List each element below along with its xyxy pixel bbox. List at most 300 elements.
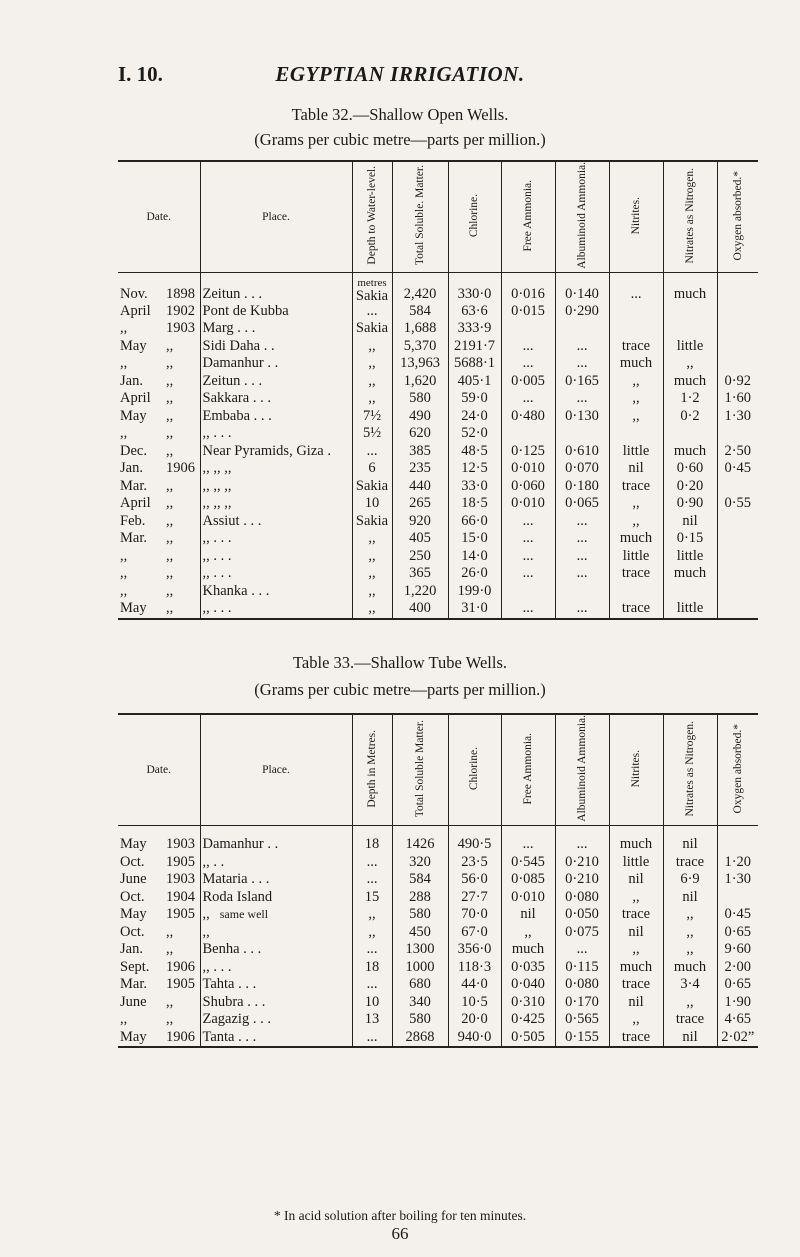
month: May xyxy=(120,337,147,354)
cell-value: much xyxy=(619,355,653,372)
page-number: 66 xyxy=(391,1224,409,1243)
table-row xyxy=(118,1011,758,1029)
cell-value: 365 xyxy=(409,565,431,582)
month: Dec. xyxy=(120,442,147,459)
column-header xyxy=(352,161,392,272)
cell-value: trace xyxy=(621,906,651,923)
value-cell xyxy=(352,600,392,619)
cell-value: ... xyxy=(576,565,588,582)
cell-value: 0·90 xyxy=(676,495,704,512)
value-cell xyxy=(392,460,448,478)
cell-value: 330·0 xyxy=(457,285,492,302)
section-number: I. 10. xyxy=(118,62,163,86)
month: Mar. xyxy=(120,530,147,547)
cell-value: 70·0 xyxy=(461,906,488,923)
value-cell xyxy=(501,1011,555,1029)
value-cell xyxy=(555,408,609,426)
value-cell xyxy=(609,825,663,854)
place-cell xyxy=(200,495,352,513)
value-cell xyxy=(501,338,555,356)
cell-value: 0·035 xyxy=(511,958,545,975)
cell-value: 4·65 xyxy=(724,1011,752,1028)
value-cell xyxy=(555,924,609,942)
value-cell xyxy=(392,443,448,461)
month: May xyxy=(120,407,147,424)
cell-value: 0·545 xyxy=(511,853,545,870)
place-cell xyxy=(200,478,352,496)
table-row xyxy=(118,495,758,513)
column-header-label: Depth to Water-level. xyxy=(365,166,378,265)
cell-value: 12·5 xyxy=(461,460,488,477)
date-cell xyxy=(118,889,200,907)
cell-value: much xyxy=(619,530,653,547)
value-cell xyxy=(555,390,609,408)
value-cell xyxy=(663,889,717,907)
year: ,, xyxy=(166,372,174,389)
value-cell xyxy=(717,390,758,408)
place: ,, . . . xyxy=(202,565,232,582)
value-cell xyxy=(392,355,448,373)
cell-value: 0·065 xyxy=(565,495,599,512)
column-header xyxy=(118,161,200,272)
value-cell xyxy=(501,478,555,496)
date-cell xyxy=(118,478,200,496)
date xyxy=(120,408,198,426)
value-cell xyxy=(501,408,555,426)
value-cell xyxy=(392,320,448,338)
cell-value: 1·30 xyxy=(724,407,752,424)
cell-value: 0·290 xyxy=(565,302,599,319)
unit-note: metres xyxy=(357,276,387,289)
value-cell xyxy=(609,425,663,443)
value-cell xyxy=(717,600,758,619)
value-cell xyxy=(663,530,717,548)
value-cell xyxy=(609,390,663,408)
cell-value: much xyxy=(673,442,707,459)
value-cell xyxy=(352,443,392,461)
value-cell xyxy=(392,959,448,977)
value-cell xyxy=(717,583,758,601)
value-cell xyxy=(352,1011,392,1029)
cell-value: 44·0 xyxy=(461,976,488,993)
cell-value: 0·075 xyxy=(565,923,599,940)
place: Pont de Kubba xyxy=(202,302,289,319)
place-cell xyxy=(200,941,352,959)
value-cell xyxy=(448,390,501,408)
column-header-label: Date. xyxy=(146,763,172,776)
value-cell xyxy=(663,871,717,889)
place: Marg . . . xyxy=(202,320,256,337)
cell-value: 18·5 xyxy=(461,495,488,512)
cell-value: 680 xyxy=(409,976,431,993)
table-row xyxy=(118,548,758,566)
cell-value: ... xyxy=(576,600,588,617)
value-cell xyxy=(352,924,392,942)
value-cell xyxy=(609,478,663,496)
cell-value: nil xyxy=(682,512,698,529)
value-cell xyxy=(609,600,663,619)
cell-value: 1000 xyxy=(405,958,435,975)
value-cell xyxy=(609,924,663,942)
value-cell xyxy=(448,443,501,461)
month: ,, xyxy=(120,425,128,442)
cell-value: 5,370 xyxy=(403,337,437,354)
place: ,, xyxy=(202,906,210,923)
value-cell xyxy=(352,495,392,513)
cell-value: 940·0 xyxy=(457,1028,492,1045)
value-cell xyxy=(609,565,663,583)
value-cell xyxy=(448,924,501,942)
value-cell xyxy=(392,941,448,959)
footnote: * In acid solution after boiling for ten minutes. xyxy=(273,1208,527,1223)
column-header xyxy=(609,161,663,272)
cell-value: 56·0 xyxy=(461,871,488,888)
cell-value: 2·00 xyxy=(724,958,752,975)
column-header xyxy=(501,714,555,825)
cell-value: ... xyxy=(366,871,378,888)
date xyxy=(120,924,198,942)
date xyxy=(120,1011,198,1029)
column-header-label: Free Ammonia. xyxy=(521,732,534,805)
column-header xyxy=(717,161,758,272)
cell-value: 59·0 xyxy=(461,390,488,407)
cell-value: much xyxy=(511,941,545,958)
month: April xyxy=(120,495,151,512)
month: Oct. xyxy=(120,923,145,940)
date-cell xyxy=(118,548,200,566)
value-cell xyxy=(501,272,555,303)
year: 1906 xyxy=(166,958,195,975)
value-cell xyxy=(448,854,501,872)
value-cell xyxy=(501,460,555,478)
cell-value: much xyxy=(619,958,653,975)
date-cell xyxy=(118,959,200,977)
year: 1904 xyxy=(166,888,195,905)
column-header xyxy=(663,161,717,272)
year: ,, xyxy=(166,477,174,494)
cell-value: 118·3 xyxy=(457,958,492,975)
cell-value: 15 xyxy=(364,888,380,905)
table-row xyxy=(118,889,758,907)
column-header-label: Albuminoid Ammonia. xyxy=(575,715,588,822)
cell-value: 13,963 xyxy=(400,355,440,372)
cell-value: 2191·7 xyxy=(453,337,496,354)
table-row xyxy=(118,565,758,583)
value-cell xyxy=(392,390,448,408)
value-cell xyxy=(609,548,663,566)
value-cell xyxy=(717,548,758,566)
cell-value: ,, xyxy=(632,372,640,389)
table32-title: Table 32.—Shallow Open Wells. xyxy=(291,105,509,124)
cell-value: 1,688 xyxy=(403,320,437,337)
cell-value: 0·565 xyxy=(565,1011,599,1028)
date-cell xyxy=(118,906,200,924)
place: ,, . . . xyxy=(202,425,232,442)
cell-value: 0·140 xyxy=(565,285,599,302)
value-cell xyxy=(392,976,448,994)
value-cell xyxy=(663,906,717,924)
month: June xyxy=(120,871,147,888)
table-row xyxy=(118,478,758,496)
value-cell xyxy=(392,373,448,391)
place-cell xyxy=(200,272,352,303)
table-row xyxy=(118,355,758,373)
year: ,, xyxy=(166,941,174,958)
date xyxy=(120,994,198,1012)
date-cell xyxy=(118,1029,200,1048)
cell-value: 440 xyxy=(409,477,431,494)
value-cell xyxy=(663,1029,717,1048)
cell-value: ,, xyxy=(368,600,376,617)
value-cell xyxy=(609,320,663,338)
cell-value: much xyxy=(619,836,653,853)
cell-value: 1·2 xyxy=(680,390,700,407)
value-cell xyxy=(448,373,501,391)
value-cell xyxy=(717,478,758,496)
year: ,, xyxy=(166,407,174,424)
cell-value: 0·010 xyxy=(511,495,545,512)
value-cell xyxy=(609,272,663,303)
cell-value: 2,420 xyxy=(403,285,437,302)
column-header xyxy=(352,714,392,825)
date-cell xyxy=(118,583,200,601)
cell-value: much xyxy=(673,958,707,975)
cell-value: ... xyxy=(522,355,534,372)
value-cell xyxy=(717,425,758,443)
cell-value: 0·050 xyxy=(565,906,599,923)
month: Jan. xyxy=(120,941,143,958)
value-cell xyxy=(663,373,717,391)
value-cell xyxy=(501,495,555,513)
column-header-label: Chlorine. xyxy=(468,193,481,237)
year: 1903 xyxy=(166,871,195,888)
cell-value: 356·0 xyxy=(457,941,492,958)
value-cell xyxy=(663,825,717,854)
month: Feb. xyxy=(120,512,146,529)
year: ,, xyxy=(166,390,174,407)
table-row xyxy=(118,906,758,924)
cell-value: 0·2 xyxy=(680,407,700,424)
cell-value: 0·210 xyxy=(565,853,599,870)
value-cell xyxy=(663,924,717,942)
cell-value: 0·45 xyxy=(724,460,752,477)
value-cell xyxy=(555,478,609,496)
value-cell xyxy=(392,513,448,531)
place: Damanhur . . xyxy=(202,355,279,372)
place: Sakkara . . . xyxy=(202,390,271,407)
month: Oct. xyxy=(120,853,145,870)
year: ,, xyxy=(166,1011,174,1028)
value-cell xyxy=(609,941,663,959)
table-row xyxy=(118,871,758,889)
year: ,, xyxy=(166,337,174,354)
date-cell xyxy=(118,443,200,461)
cell-value: trace xyxy=(621,600,651,617)
cell-value: 0·310 xyxy=(511,993,545,1010)
date xyxy=(120,530,198,548)
month: Mar. xyxy=(120,477,147,494)
value-cell xyxy=(609,854,663,872)
value-cell xyxy=(663,272,717,303)
value-cell xyxy=(352,889,392,907)
cell-value: ,, xyxy=(632,888,640,905)
cell-value: 14·0 xyxy=(461,547,488,564)
value-cell xyxy=(555,1029,609,1048)
cell-value: ... xyxy=(576,355,588,372)
value-cell xyxy=(501,320,555,338)
value-cell xyxy=(448,478,501,496)
value-cell xyxy=(663,408,717,426)
cell-value: 385 xyxy=(409,442,431,459)
cell-value: ,, xyxy=(368,337,376,354)
cell-value: little xyxy=(622,442,650,459)
cell-value: ... xyxy=(366,1028,378,1045)
month: May xyxy=(120,600,147,617)
value-cell xyxy=(448,460,501,478)
value-cell xyxy=(392,583,448,601)
table-row xyxy=(118,976,758,994)
year: 1903 xyxy=(166,320,195,337)
value-cell xyxy=(501,513,555,531)
year: ,, xyxy=(166,530,174,547)
value-cell xyxy=(663,1011,717,1029)
table-row xyxy=(118,994,758,1012)
date-cell xyxy=(118,390,200,408)
value-cell xyxy=(392,565,448,583)
cell-value: 580 xyxy=(409,1011,431,1028)
table-row xyxy=(118,924,758,942)
value-cell xyxy=(663,338,717,356)
cell-value: ,, xyxy=(632,512,640,529)
place-cell xyxy=(200,408,352,426)
year: 1903 xyxy=(166,836,195,853)
cell-value: 0·92 xyxy=(724,372,752,389)
cell-value: 584 xyxy=(409,302,431,319)
value-cell xyxy=(555,941,609,959)
value-cell xyxy=(609,373,663,391)
cell-value: 27·7 xyxy=(461,888,488,905)
value-cell xyxy=(555,871,609,889)
place: Zeitun . . . xyxy=(202,285,263,302)
value-cell xyxy=(352,854,392,872)
value-cell xyxy=(555,976,609,994)
year: 1906 xyxy=(166,1028,195,1045)
value-cell xyxy=(663,443,717,461)
value-cell xyxy=(448,906,501,924)
cell-value: 405 xyxy=(409,530,431,547)
date-cell xyxy=(118,460,200,478)
place: ,, ,, ,, xyxy=(202,495,232,512)
value-cell xyxy=(717,854,758,872)
table33 xyxy=(118,713,758,1048)
value-cell xyxy=(609,408,663,426)
value-cell xyxy=(448,513,501,531)
cell-value: ... xyxy=(576,390,588,407)
year: 1906 xyxy=(166,460,195,477)
cell-value: little xyxy=(676,547,704,564)
value-cell xyxy=(663,303,717,321)
date-cell xyxy=(118,871,200,889)
value-cell xyxy=(392,994,448,1012)
cell-value: 67·0 xyxy=(461,923,488,940)
value-cell xyxy=(663,583,717,601)
cell-value: ,, xyxy=(686,906,694,923)
cell-value: ,, xyxy=(368,547,376,564)
value-cell xyxy=(352,871,392,889)
value-cell xyxy=(609,889,663,907)
cell-value: 490 xyxy=(409,407,431,424)
cell-value: 250 xyxy=(409,547,431,564)
table-row xyxy=(118,959,758,977)
value-cell xyxy=(501,959,555,977)
value-cell xyxy=(555,600,609,619)
value-cell xyxy=(663,320,717,338)
month: Jan. xyxy=(120,460,143,477)
value-cell xyxy=(448,583,501,601)
cell-value: 1426 xyxy=(405,836,435,853)
cell-value: ... xyxy=(366,853,378,870)
value-cell xyxy=(717,1011,758,1029)
column-header xyxy=(663,714,717,825)
value-cell xyxy=(717,565,758,583)
cell-value: 235 xyxy=(409,460,431,477)
value-cell xyxy=(501,941,555,959)
value-cell xyxy=(352,303,392,321)
value-cell xyxy=(717,272,758,303)
cell-value: trace xyxy=(621,565,651,582)
cell-value: 0·080 xyxy=(565,976,599,993)
month: ,, xyxy=(120,1011,128,1028)
place: Zagazig . . . xyxy=(202,1011,271,1028)
value-cell xyxy=(352,272,392,303)
value-cell xyxy=(555,530,609,548)
cell-value: nil xyxy=(682,888,698,905)
table-row xyxy=(118,390,758,408)
value-cell xyxy=(352,478,392,496)
value-cell xyxy=(352,1029,392,1048)
value-cell xyxy=(717,303,758,321)
cell-value: 0·20 xyxy=(676,477,704,494)
cell-value: 0·010 xyxy=(511,888,545,905)
cell-value: 0·070 xyxy=(565,460,599,477)
cell-value: 580 xyxy=(409,390,431,407)
value-cell xyxy=(717,1029,758,1048)
cell-value: 6·9 xyxy=(680,871,700,888)
cell-value: 31·0 xyxy=(461,600,488,617)
cell-value: 0·65 xyxy=(724,923,752,940)
table-row xyxy=(118,941,758,959)
value-cell xyxy=(352,408,392,426)
place: Benha . . . xyxy=(202,941,262,958)
cell-value: 7½ xyxy=(362,407,382,424)
table-row xyxy=(118,373,758,391)
cell-value: ,, xyxy=(368,565,376,582)
place: ,, . . . xyxy=(202,600,232,617)
date xyxy=(120,941,198,959)
value-cell xyxy=(717,976,758,994)
value-cell xyxy=(555,548,609,566)
cell-value: 1·90 xyxy=(724,993,752,1010)
place: Near Pyramids, Giza . xyxy=(202,442,331,459)
value-cell xyxy=(555,460,609,478)
month: May xyxy=(120,906,147,923)
cell-value: 0·060 xyxy=(511,477,545,494)
value-cell xyxy=(501,373,555,391)
place-cell xyxy=(200,548,352,566)
place-cell xyxy=(200,994,352,1012)
value-cell xyxy=(501,906,555,924)
value-cell xyxy=(448,1029,501,1048)
